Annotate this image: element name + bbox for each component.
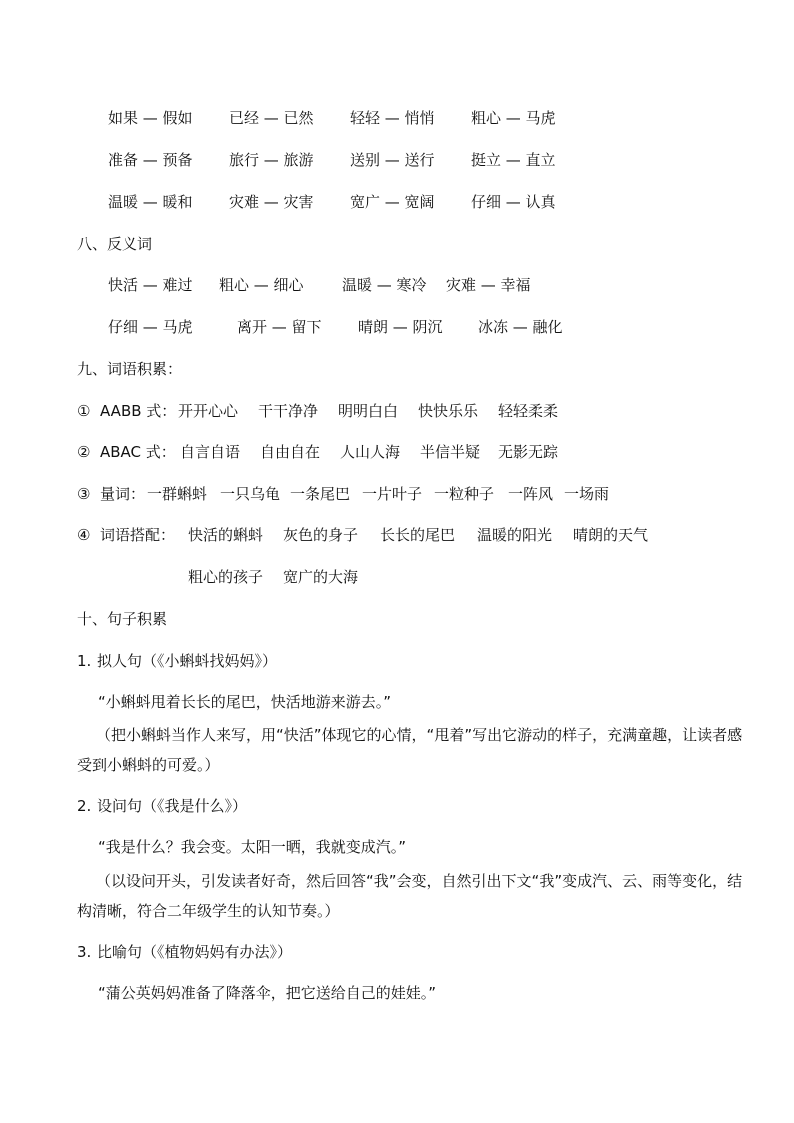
sentence-1-title: [0, 651, 794, 671]
item-number: 1.: [77, 652, 92, 670]
synonym-pair: 准备 — 预备: [108, 151, 193, 169]
sentences-heading: 十、句子积累: [77, 610, 168, 628]
sentence-1-quote: “小蝌蚪甩着长长的尾巴，快活地游来游去。”: [98, 693, 392, 711]
antonym-pair: 离开 — 留下: [237, 318, 322, 336]
word: 自言自语: [180, 443, 241, 461]
item-label: AABB 式：: [100, 402, 177, 420]
item-label: 词语搭配：: [100, 526, 176, 544]
word: 一条尾巴: [290, 485, 351, 503]
synonym-pair: 如果 — 假如: [108, 109, 193, 127]
word: 明明白白: [338, 402, 399, 420]
vocab-item-collocations: [0, 525, 794, 545]
synonym-row-1: [0, 108, 794, 128]
antonym-pair: 灾难 — 幸福: [446, 276, 531, 294]
sentence-3-title: [0, 942, 794, 962]
sentence-3-quote: “蒲公英妈妈准备了降落伞，把它送给自己的娃娃。”: [98, 984, 437, 1002]
item-number: 2.: [77, 797, 92, 815]
item-marker: ②: [77, 443, 91, 461]
synonym-pair: 仔细 — 认真: [471, 193, 556, 211]
word: 自由自在: [260, 443, 321, 461]
word: 长长的尾巴: [380, 526, 456, 544]
antonym-pair: 晴朗 — 阴沉: [358, 318, 443, 336]
synonym-pair: 旅行 — 旅游: [229, 151, 314, 169]
word: 粗心的孩子: [188, 568, 264, 586]
item-label: ABAC 式：: [100, 443, 176, 461]
item-marker: ③: [77, 485, 91, 503]
item-number: 3.: [77, 943, 92, 961]
word: 一片叶子: [362, 485, 423, 503]
antonym-pair: 温暖 — 寒冷: [342, 276, 427, 294]
word: 轻轻柔柔: [498, 402, 559, 420]
word: 无影无踪: [498, 443, 559, 461]
word: 开开心心: [178, 402, 239, 420]
antonyms-heading: 八、反义词: [77, 235, 153, 253]
item-label: 量词：: [100, 485, 146, 503]
antonym-row-2: [0, 317, 794, 337]
vocab-item-measure-words: [0, 484, 794, 504]
word: 灰色的身子: [283, 526, 359, 544]
vocab-item-abac: [0, 442, 794, 462]
antonym-pair: 粗心 — 细心: [219, 276, 304, 294]
vocab-item-collocations-cont: [0, 567, 794, 587]
synonym-pair: 送别 — 送行: [350, 151, 435, 169]
word: 人山人海: [340, 443, 401, 461]
item-marker: ①: [77, 402, 91, 420]
sentence-title: 比喻句（《植物妈妈有办法》）: [97, 943, 293, 961]
word: 一粒种子: [434, 485, 495, 503]
synonym-row-2: [0, 150, 794, 170]
sentence-2-note: （以设问开头，引发读者好奇，然后回答“我”会变，自然引出下文“我”变成汽、云、雨等变化，结构清晰，符合二年级学生的认知节奏。）: [77, 872, 743, 920]
word: 温暖的阳光: [477, 526, 553, 544]
word: 晴朗的天气: [573, 526, 649, 544]
synonym-pair: 粗心 — 马虎: [471, 109, 556, 127]
synonym-pair: 挺立 — 直立: [471, 151, 556, 169]
sentence-2-quote: “我是什么？我会变。太阳一晒，我就变成汽。”: [98, 838, 407, 856]
synonym-pair: 已经 — 已然: [229, 109, 314, 127]
sentence-title: 拟人句（《小蝌蚪找妈妈》）: [97, 652, 278, 670]
antonym-pair: 快活 — 难过: [108, 276, 193, 294]
vocab-heading: 九、词语积累：: [77, 360, 183, 378]
synonym-pair: 宽广 — 宽阔: [350, 193, 435, 211]
synonym-row-3: [0, 192, 794, 212]
word: 宽广的大海: [283, 568, 359, 586]
word: 半信半疑: [420, 443, 481, 461]
word: 一阵风: [508, 485, 554, 503]
antonym-pair: 仔细 — 马虎: [108, 318, 193, 336]
word: 快活的蝌蚪: [188, 526, 264, 544]
synonym-pair: 灾难 — 灾害: [229, 193, 314, 211]
sentence-title: 设问句（《我是什么》）: [97, 797, 248, 815]
vocab-item-aabb: [0, 401, 794, 421]
word: 一群蝌蚪: [147, 485, 208, 503]
word: 干干净净: [258, 402, 319, 420]
word: 快快乐乐: [418, 402, 479, 420]
word: 一只乌龟: [220, 485, 281, 503]
synonym-pair: 轻轻 — 悄悄: [350, 109, 435, 127]
antonym-row-1: [0, 275, 794, 295]
sentence-2-title: [0, 796, 794, 816]
item-marker: ④: [77, 526, 91, 544]
antonym-pair: 冰冻 — 融化: [478, 318, 563, 336]
synonym-pair: 温暖 — 暖和: [108, 193, 193, 211]
sentence-1-note: （把小蝌蚪当作人来写，用“快活”体现它的心情，“甩着”写出它游动的样子，充满童趣，让读者感受到小蝌蚪的可爱。）: [77, 726, 743, 774]
word: 一场雨: [564, 485, 610, 503]
